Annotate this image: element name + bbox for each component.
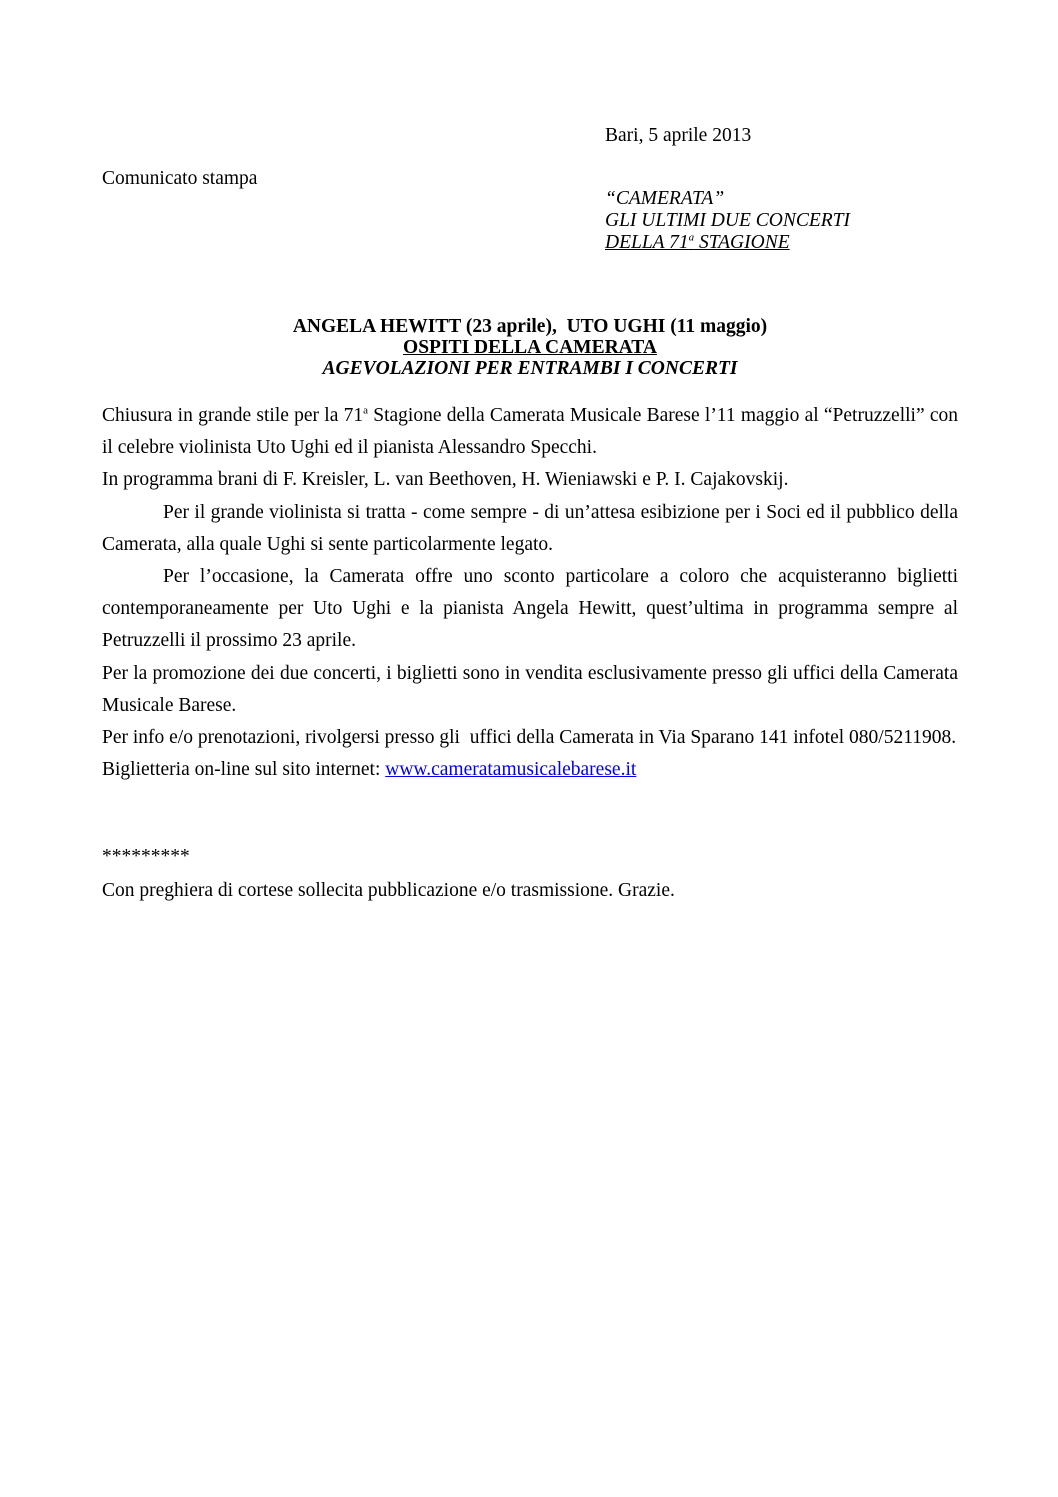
subject-line-2: GLI ULTIMI DUE CONCERTI [605, 210, 850, 231]
subject-line-3-suffix: STAGIONE [694, 232, 790, 253]
headline-block [102, 316, 958, 379]
paragraph-7 [102, 754, 958, 786]
subject-block [605, 188, 850, 254]
paragraph-6: Per info e/o prenotazioni, rivolgersi presso gli uffici della Camerata in Via Sparano 141 infotel 080/5211908. [102, 727, 957, 749]
paragraph-3: Per il grande violinista si tratta - come sempre - di un’attesa esibizione per i Soci ed il pubblico della Camerata, alla quale Ughi si sente particolarmente legato. [102, 501, 958, 555]
subject-line-1: “CAMERATA” [605, 188, 725, 209]
website-link[interactable]: www.cameratamusicalebarese.it [385, 759, 637, 781]
body-text [102, 400, 958, 786]
paragraph-1-sup: a [363, 404, 369, 417]
paragraph-2: In programma brani di F. Kreisler, L. van Beethoven, H. Wieniawski e P. I. Cajakovskij. [102, 469, 789, 491]
subject-line-3-sup: a [688, 231, 695, 244]
paragraph-5: Per la promozione dei due concerti, i biglietti sono in vendita esclusivamente presso gli uffici della Camerata Musicale Barese. [102, 662, 958, 716]
paragraph-1 [102, 400, 958, 464]
headline-line-2: OSPITI DELLA CAMERATA [403, 337, 657, 358]
paragraph-1-suffix: Stagione della Camerata Musicale Barese l’11 maggio al “Petruzzelli” con il celebre violinista Uto Ughi ed il pianista Alessandro Specchi. [102, 405, 959, 459]
closing-line: Con preghiera di cortese sollecita pubblicazione e/o trasmissione. Grazie. [102, 880, 675, 901]
paragraph-1-prefix: Chiusura in grande stile per la 71 [102, 405, 364, 426]
headline-line-3: AGEVOLAZIONI PER ENTRAMBI I CONCERTI [322, 358, 738, 379]
document-date: Bari, 5 aprile 2013 [605, 125, 752, 146]
headline-line-1: ANGELA HEWITT (23 aprile), UTO UGHI (11 maggio) [292, 316, 768, 337]
subject-line-3 [605, 232, 850, 254]
subject-line-3-prefix: DELLA 71 [605, 232, 689, 253]
paragraph-7-prefix: Biglietteria on-line sul sito internet: [102, 759, 386, 781]
paragraph-4: Per l’occasione, la Camerata offre uno sconto particolare a coloro che acquisteranno biglietti contemporaneamente per Uto Ughi e la pianista Angela Hewitt, quest’ultima in programma sempre al Petruzzelli il prossimo 23 aprile. [102, 566, 958, 652]
document-type: Comunicato stampa [102, 168, 258, 189]
separator-stars: ********* [102, 846, 190, 867]
